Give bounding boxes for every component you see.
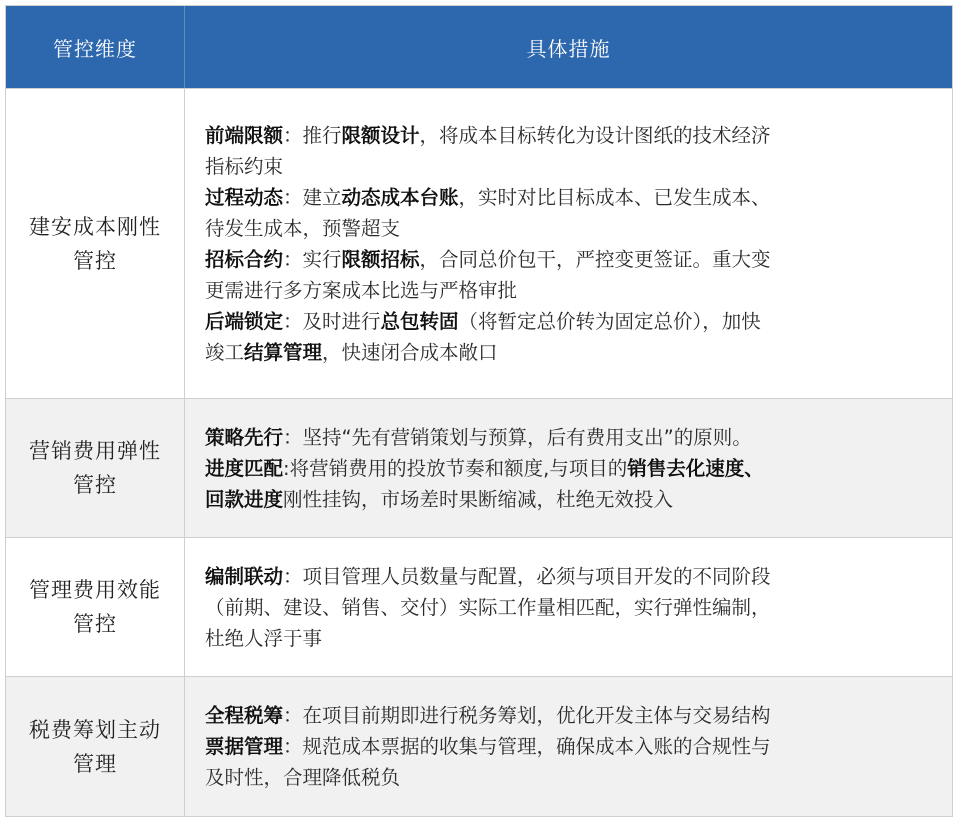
measure-text: ：坚持“先有营销策划与预算，后有费用支出”的原则。 [283, 425, 752, 449]
table-row [6, 88, 952, 398]
measures-cell [185, 538, 952, 676]
measure-keyword: 总包转固 [380, 309, 459, 333]
measure-keyword: 限额设计 [341, 123, 420, 147]
measure-keyword: 结算管理 [244, 340, 323, 364]
measure-text: ：建立 [283, 185, 342, 209]
header-dimension: 管控维度 [6, 6, 185, 88]
measure-line [205, 306, 942, 337]
measure-keyword: 编制联动 [205, 564, 284, 588]
measure-text: ：实行 [283, 247, 342, 271]
measures-cell [185, 89, 952, 398]
measure-line [205, 762, 942, 793]
dimension-cell [6, 677, 185, 816]
measure-keyword: 招标合约 [205, 247, 284, 271]
measure-keyword: 后端锁定 [205, 309, 284, 333]
measure-line [205, 484, 942, 515]
measure-line [205, 422, 942, 453]
measure-text: ，合同总价包干，严控变更签证。重大变 [419, 247, 771, 271]
dimension-text: 营销费用弹性管控 [29, 439, 161, 497]
measures-cell [185, 677, 952, 816]
dimension-text: 税费筹划主动管理 [29, 717, 161, 776]
measure-text: （将暂定总价转为固定总价），加快 [458, 309, 761, 333]
cost-control-table [5, 5, 953, 817]
measure-keyword: 全程税筹 [205, 704, 284, 727]
measure-text: :将营销费用的投放节奏和额度,与项目的 [283, 456, 628, 480]
measure-line [205, 700, 942, 731]
measure-line [205, 337, 942, 368]
measure-keyword: 销售去化速度、 [627, 456, 764, 480]
measure-keyword: 策略先行 [205, 425, 284, 449]
measure-line [205, 151, 942, 182]
dimension-cell [6, 538, 185, 676]
measure-line [205, 182, 942, 213]
measure-text: ，快速闭合成本敞口 [322, 340, 498, 364]
measure-keyword: 前端限额 [205, 123, 284, 147]
measure-line [205, 731, 942, 762]
measure-line [205, 561, 942, 592]
measure-text: 杜绝人浮于事 [205, 626, 323, 650]
measure-keyword: 限额招标 [341, 247, 420, 271]
dimension-cell [6, 89, 185, 398]
measure-line [205, 275, 942, 306]
measure-text: 指标约束 [205, 154, 284, 178]
measure-keyword: 回款进度 [205, 487, 284, 511]
measure-text: ：及时进行 [283, 309, 381, 333]
measure-text: ：项目管理人员数量与配置，必须与项目开发的不同阶段 [283, 564, 771, 588]
measure-keyword: 过程动态 [205, 185, 284, 209]
measure-text: ，将成本目标转化为设计图纸的技术经济 [419, 123, 771, 147]
measure-line [205, 120, 942, 151]
header-measures: 具体措施 [526, 36, 611, 61]
measure-keyword: 进度匹配 [205, 456, 284, 480]
table-row [6, 537, 952, 676]
measure-text: 待发生成本，预警超支 [205, 216, 401, 240]
measure-text: ，实时对比目标成本、已发生成本、 [458, 185, 771, 209]
measure-text: 刚性挂钩，市场差时果断缩减，杜绝无效投入 [283, 487, 674, 511]
dimension-text: 管理费用效能管控 [29, 578, 161, 636]
measure-line [205, 244, 942, 275]
measure-text: 竣工 [205, 340, 245, 364]
measure-line [205, 213, 942, 244]
dimension-cell [6, 399, 185, 537]
measure-text: ：在项目前期即进行税务筹划，优化开发主体与交易结构 [283, 704, 771, 727]
measure-text: 更需进行多方案成本比选与严格审批 [205, 278, 518, 302]
table-row [6, 398, 952, 537]
measure-line [205, 592, 942, 623]
measures-cell [185, 399, 952, 537]
measure-line [205, 453, 942, 484]
measure-keyword: 动态成本台账 [341, 185, 459, 209]
measure-line [205, 623, 942, 654]
measure-text: ：规范成本票据的收集与管理，确保成本入账的合规性与 [283, 735, 771, 758]
measure-keyword: 票据管理 [205, 735, 284, 758]
table-header [6, 6, 952, 88]
table-row [6, 676, 952, 816]
measure-text: ：推行 [283, 123, 342, 147]
measure-text: 及时性，合理降低税负 [205, 766, 401, 789]
dimension-text: 建安成本刚性管控 [29, 214, 161, 273]
measure-text: （前期、建设、销售、交付）实际工作量相匹配，实行弹性编制， [205, 595, 771, 619]
